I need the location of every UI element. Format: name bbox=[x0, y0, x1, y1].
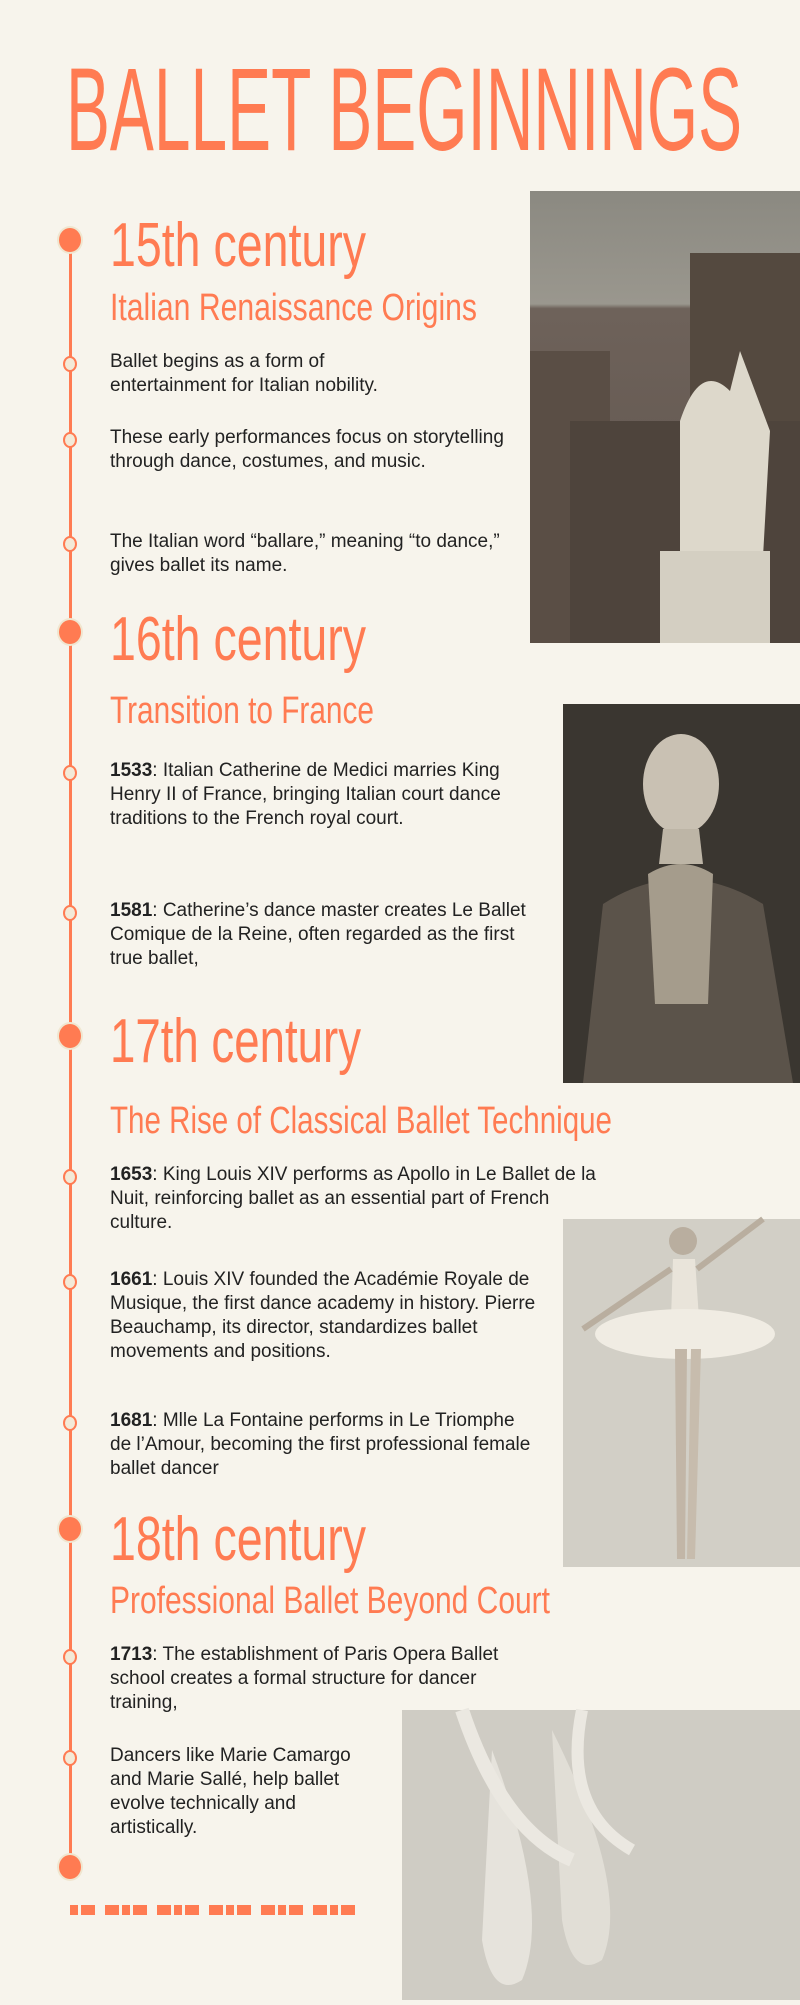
svg-text:15th century: 15th century bbox=[110, 211, 366, 280]
timeline-ring bbox=[63, 1274, 77, 1290]
timeline-item: 1681: Mlle La Fontaine performs in Le Triomphe de l’Amour, becoming the first professional female ballet dancer bbox=[110, 1410, 531, 1479]
timeline-ring bbox=[63, 1415, 77, 1431]
ballerina-illustration bbox=[563, 1219, 800, 1567]
section-subtitle bbox=[110, 1577, 630, 1623]
svg-text:BALLET BEGINNINGS: BALLET BEGINNINGS bbox=[66, 44, 742, 176]
section-subtitle bbox=[110, 1097, 630, 1143]
section-subtitle bbox=[110, 284, 630, 330]
timeline-item: 1661: Louis XIV founded the Académie Royale de Musique, the first dance academy in history. Pierre Beauchamp, its director, standardizes ballet movements and positions. bbox=[110, 1269, 536, 1362]
timeline-item: These early performances focus on storytelling through dance, costumes, and music. bbox=[110, 427, 504, 472]
pointe-shoes-photo bbox=[402, 1710, 800, 2000]
timeline-ring bbox=[63, 356, 77, 372]
timeline-ring bbox=[63, 536, 77, 552]
timeline-item: 1713: The establishment of Paris Opera Ballet school creates a formal structure for dancer training, bbox=[110, 1644, 499, 1713]
decorative-dashes bbox=[70, 1905, 355, 1915]
timeline-ring bbox=[63, 1750, 77, 1766]
renaissance-woman-photo bbox=[563, 704, 800, 1083]
timeline-ring bbox=[63, 1169, 77, 1185]
timeline-item: 1533: Italian Catherine de Medici marries King Henry II of France, bringing Italian court dance traditions to the French royal court. bbox=[110, 760, 501, 829]
timeline-ring bbox=[63, 765, 77, 781]
timeline-item: Ballet begins as a form of entertainment for Italian nobility. bbox=[110, 351, 378, 396]
timeline-item: Dancers like Marie Camargo and Marie Sallé, help ballet evolve technically and artistically. bbox=[110, 1745, 351, 1838]
timeline-ring bbox=[63, 432, 77, 448]
timeline-item: The Italian word “ballare,” meaning “to dance,” gives ballet its name. bbox=[110, 531, 500, 576]
svg-text:Italian Renaissance Origins: Italian Renaissance Origins bbox=[110, 287, 477, 329]
timeline-dot bbox=[59, 1024, 81, 1048]
timeline-dot bbox=[59, 228, 81, 252]
century-heading bbox=[110, 1502, 410, 1574]
timeline-ring bbox=[63, 905, 77, 921]
svg-text:17th century: 17th century bbox=[110, 1007, 361, 1076]
ballerina-photo bbox=[563, 1219, 800, 1567]
timeline-end-dot bbox=[59, 1855, 81, 1879]
castle-illustration bbox=[530, 191, 800, 643]
svg-text:Professional Ballet Beyond Cou: Professional Ballet Beyond Court bbox=[110, 1580, 551, 1622]
castle-photo bbox=[530, 191, 800, 643]
timeline-dot bbox=[59, 620, 81, 644]
timeline-line bbox=[69, 240, 72, 1867]
section-subtitle bbox=[110, 687, 630, 733]
pointe-shoes-illustration bbox=[402, 1710, 800, 2000]
timeline-item: 1653: King Louis XIV performs as Apollo in Le Ballet de la Nuit, reinforcing ballet as an essential part of French culture. bbox=[110, 1164, 596, 1233]
century-heading bbox=[110, 602, 410, 674]
page-title bbox=[0, 40, 800, 176]
century-heading bbox=[110, 1004, 410, 1076]
timeline-item: 1581: Catherine’s dance master creates Le Ballet Comique de la Reine, often regarded as the first true ballet, bbox=[110, 900, 526, 969]
svg-text:18th century: 18th century bbox=[110, 1505, 366, 1574]
timeline-dot bbox=[59, 1517, 81, 1541]
svg-text:Transition to France: Transition to France bbox=[110, 690, 374, 732]
timeline-ring bbox=[63, 1649, 77, 1665]
svg-text:16th century: 16th century bbox=[110, 605, 366, 674]
svg-text:The Rise of Classical Ballet T: The Rise of Classical Ballet Technique bbox=[110, 1100, 612, 1142]
woman-illustration bbox=[563, 704, 800, 1083]
century-heading bbox=[110, 208, 410, 280]
